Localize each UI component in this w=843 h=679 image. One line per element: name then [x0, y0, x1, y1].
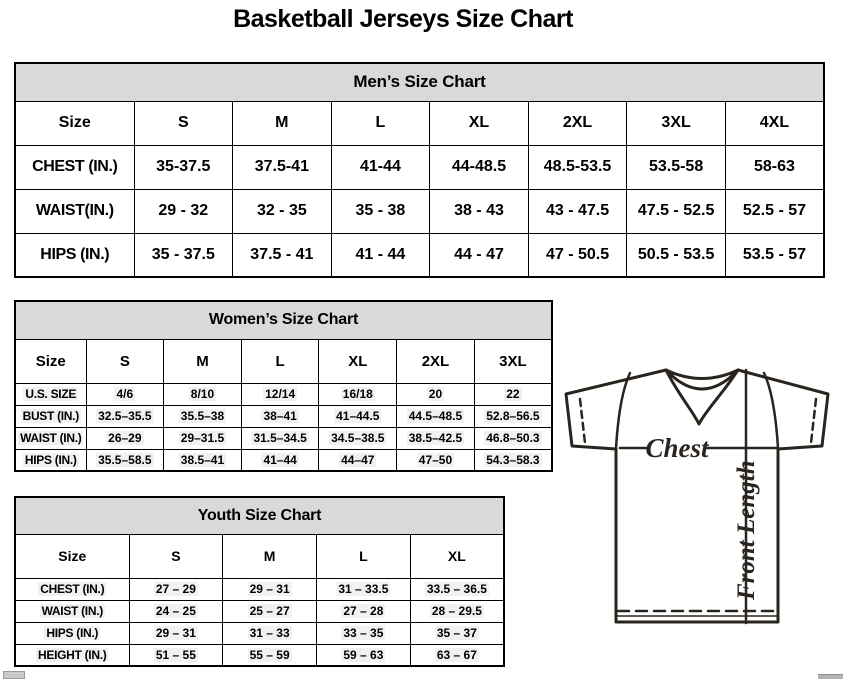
row-label	[15, 578, 129, 600]
size-value-cell	[223, 622, 317, 644]
size-value-cell	[86, 427, 164, 449]
size-value: 59 – 63	[343, 647, 384, 662]
size-value-cell	[86, 383, 164, 405]
youth-size-table	[14, 496, 505, 667]
column-header: 2XL	[528, 101, 627, 145]
size-value: 4/6	[116, 387, 134, 401]
size-value-cell: 37.5-41	[233, 145, 332, 189]
size-value: 46.8–50.3	[486, 431, 540, 445]
row-label-text: HIPS (IN.)	[46, 626, 99, 640]
size-value: 29 – 31	[249, 582, 290, 596]
table-row	[15, 622, 504, 644]
size-value-cell	[410, 622, 504, 644]
size-value-cell: 38 - 43	[430, 189, 529, 233]
size-value-cell: 35 - 38	[331, 189, 430, 233]
size-value-cell	[164, 405, 242, 427]
column-header: L	[317, 534, 411, 578]
row-label	[15, 449, 86, 471]
size-value: 54.3–58.3	[486, 452, 540, 467]
size-value: 20	[428, 387, 443, 401]
jersey-collar	[666, 370, 738, 424]
table-row	[15, 145, 824, 189]
size-value-cell: 29 - 32	[134, 189, 233, 233]
row-label-text: U.S. SIZE	[25, 387, 77, 401]
size-value: 31 – 33	[249, 626, 290, 640]
table-row	[15, 427, 552, 449]
table-row	[15, 644, 504, 666]
mens-chart-title: Men’s Size Chart	[15, 63, 824, 101]
jersey-measurement-diagram	[556, 360, 840, 640]
youth-size-chart	[14, 496, 505, 667]
column-header: S	[129, 534, 223, 578]
row-label	[15, 427, 86, 449]
size-value-cell	[129, 578, 223, 600]
size-value: 24 – 25	[155, 604, 196, 618]
row-label	[15, 405, 86, 427]
size-value: 41–44.5	[336, 409, 380, 423]
size-value: 55 – 59	[249, 647, 290, 662]
row-label-text: WAIST (IN.)	[20, 431, 82, 445]
size-value-cell	[474, 383, 552, 405]
size-value-cell: 47 - 50.5	[528, 233, 627, 277]
size-value: 44.5–48.5	[408, 409, 463, 423]
size-value: 31.5–34.5	[253, 431, 307, 445]
size-value: 25 – 27	[249, 604, 290, 618]
column-header: L	[241, 339, 319, 383]
size-value-cell	[164, 449, 242, 471]
size-value-cell	[241, 427, 319, 449]
size-value-cell: 44-48.5	[430, 145, 529, 189]
size-value-cell	[164, 383, 242, 405]
scrollbar-fragment-left[interactable]	[3, 671, 25, 679]
row-label	[15, 600, 129, 622]
row-label-text: WAIST (IN.)	[41, 604, 103, 618]
scrollbar-fragment-right[interactable]	[818, 674, 843, 679]
size-value-cell: 41 - 44	[331, 233, 430, 277]
size-value-cell	[319, 449, 397, 471]
table-row	[15, 189, 824, 233]
row-label	[15, 644, 129, 666]
size-value-cell	[410, 644, 504, 666]
size-value-cell	[474, 449, 552, 471]
size-value: 35 – 37	[436, 626, 477, 640]
column-header: 3XL	[627, 101, 726, 145]
chest-label: Chest	[645, 433, 709, 463]
column-header: M	[233, 101, 332, 145]
womens-size-chart	[14, 300, 553, 472]
size-value: 33 – 35	[343, 626, 384, 640]
size-value-cell	[474, 427, 552, 449]
size-value: 29 – 31	[155, 626, 196, 640]
size-value: 34.5–38.5	[331, 431, 385, 445]
size-value: 29–31.5	[180, 431, 225, 445]
row-label: CHEST (IN.)	[15, 145, 134, 189]
size-value: 27 – 28	[343, 604, 384, 618]
youth-size-corner: Size	[15, 534, 129, 578]
size-value-cell	[223, 578, 317, 600]
size-value: 47–50	[418, 452, 453, 467]
size-value: 8/10	[190, 387, 215, 401]
size-value-cell: 35-37.5	[134, 145, 233, 189]
row-label: WAIST(IN.)	[15, 189, 134, 233]
size-value-cell: 37.5 - 41	[233, 233, 332, 277]
row-label-text: HEIGHT (IN.)	[38, 647, 107, 662]
table-row	[15, 578, 504, 600]
size-value-cell: 52.5 - 57	[725, 189, 824, 233]
size-value: 32.5–35.5	[98, 409, 152, 423]
size-value-cell: 44 - 47	[430, 233, 529, 277]
size-value-cell	[129, 600, 223, 622]
row-label	[15, 622, 129, 644]
column-header: M	[223, 534, 317, 578]
size-value: 41–44	[263, 452, 297, 467]
row-label: HIPS (IN.)	[15, 233, 134, 277]
womens-size-table	[14, 300, 553, 472]
jersey-outline	[566, 370, 828, 622]
size-value-cell	[319, 405, 397, 427]
size-value-cell: 53.5-58	[627, 145, 726, 189]
size-value-cell: 53.5 - 57	[725, 233, 824, 277]
row-label-text: BUST (IN.)	[22, 409, 79, 423]
size-value: 63 – 67	[436, 647, 477, 662]
size-value: 28 – 29.5	[431, 604, 482, 618]
size-value-cell	[317, 600, 411, 622]
mens-size-table	[14, 62, 825, 278]
size-value: 38–41	[263, 409, 297, 423]
column-header: XL	[410, 534, 504, 578]
size-value-cell	[164, 427, 242, 449]
column-header: 2XL	[397, 339, 475, 383]
size-value-cell	[397, 427, 475, 449]
size-value: 33.5 – 36.5	[426, 582, 487, 596]
size-value: 52.8–56.5	[486, 409, 540, 423]
youth-chart-title: Youth Size Chart	[15, 497, 504, 534]
size-value-cell: 58-63	[725, 145, 824, 189]
size-value-cell	[241, 383, 319, 405]
size-value: 38.5–42.5	[408, 431, 463, 445]
size-value-cell	[397, 449, 475, 471]
size-value-cell	[397, 405, 475, 427]
column-header: L	[331, 101, 430, 145]
table-row	[15, 233, 824, 277]
table-row	[15, 600, 504, 622]
size-value-cell	[397, 383, 475, 405]
size-value-cell	[474, 405, 552, 427]
size-value-cell	[317, 622, 411, 644]
mens-size-corner: Size	[15, 101, 134, 145]
size-value-cell	[317, 644, 411, 666]
row-label-text: HIPS (IN.)	[24, 452, 77, 467]
row-label	[15, 383, 86, 405]
size-value-cell	[319, 383, 397, 405]
womens-size-corner: Size	[15, 339, 86, 383]
size-value: 27 – 29	[155, 582, 196, 596]
size-value-cell	[86, 449, 164, 471]
size-value: 38.5–41	[180, 452, 225, 467]
column-header: S	[134, 101, 233, 145]
column-header: 4XL	[725, 101, 824, 145]
size-value-cell: 47.5 - 52.5	[627, 189, 726, 233]
size-value-cell: 43 - 47.5	[528, 189, 627, 233]
size-value-cell: 41-44	[331, 145, 430, 189]
size-value-cell	[223, 644, 317, 666]
table-row	[15, 383, 552, 405]
size-value-cell	[241, 449, 319, 471]
size-value: 31 – 33.5	[338, 582, 389, 596]
column-header: XL	[319, 339, 397, 383]
size-value: 12/14	[265, 387, 296, 401]
size-value-cell	[129, 622, 223, 644]
column-header: M	[164, 339, 242, 383]
size-value: 35.5–58.5	[98, 452, 152, 467]
size-value: 22	[506, 387, 520, 401]
front-length-label: Front Length	[733, 460, 760, 600]
size-value: 26–29	[108, 431, 142, 445]
size-value: 16/18	[342, 387, 373, 401]
column-header: S	[86, 339, 164, 383]
size-value-cell	[319, 427, 397, 449]
column-header: XL	[430, 101, 529, 145]
size-value-cell: 48.5-53.5	[528, 145, 627, 189]
row-label-text: CHEST (IN.)	[40, 582, 105, 596]
size-value-cell	[410, 600, 504, 622]
table-row	[15, 449, 552, 471]
page-title: Basketball Jerseys Size Chart	[233, 5, 573, 33]
mens-size-chart	[14, 62, 825, 278]
size-value: 44–47	[341, 452, 375, 467]
size-value-cell	[129, 644, 223, 666]
size-value-cell	[241, 405, 319, 427]
size-value-cell: 35 - 37.5	[134, 233, 233, 277]
size-value: 35.5–38	[180, 409, 225, 423]
column-header: 3XL	[474, 339, 552, 383]
size-value: 51 – 55	[155, 647, 196, 662]
size-value-cell: 32 - 35	[233, 189, 332, 233]
size-value-cell	[317, 578, 411, 600]
size-value-cell	[86, 405, 164, 427]
table-row	[15, 405, 552, 427]
size-value-cell	[223, 600, 317, 622]
size-value-cell: 50.5 - 53.5	[627, 233, 726, 277]
size-value-cell	[410, 578, 504, 600]
womens-chart-title: Women’s Size Chart	[15, 301, 552, 339]
